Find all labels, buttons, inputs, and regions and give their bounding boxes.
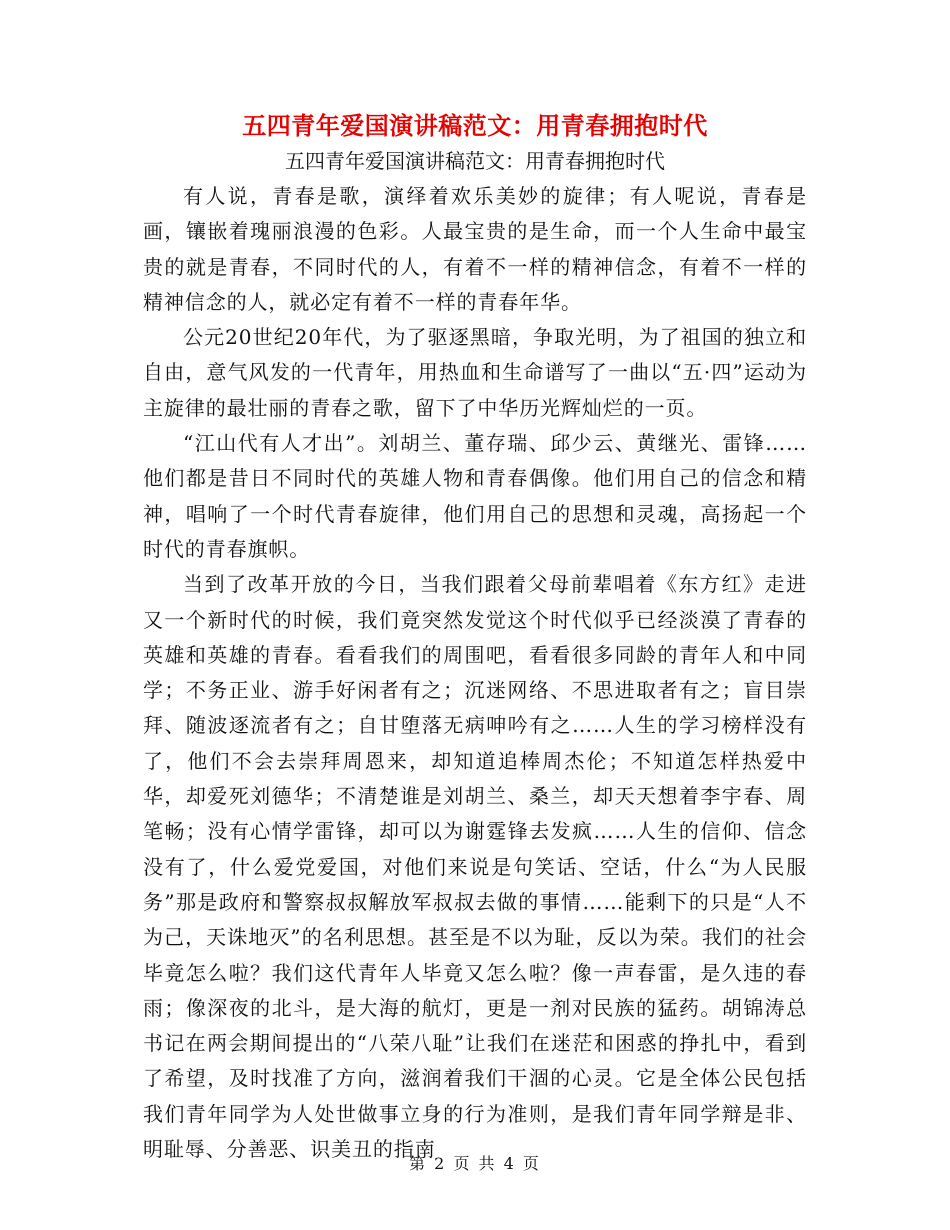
document-body <box>143 144 807 1167</box>
document-title: 五四青年爱国演讲稿范文：用青春拥抱时代 <box>242 112 708 140</box>
paragraph-3: “江山代有人才出”。刘胡兰、董存瑞、邱少云、黄继光、雷锋……他们都是昔日不同时代的英雄人物和青春偶像。他们用自己的信念和精神，唱响了一个时代青春旋律，他们用自己的思想和灵魂，高扬起一个时代的青春旗帜。 <box>143 431 807 561</box>
paragraph-4: 当到了改革开放的今日，当我们跟着父母前辈唱着《东方红》走进又一个新时代的时候，我们竟突然发觉这个时代似乎已经淡漠了青春的英雄和英雄的青春。看看我们的周围吧，看看很多同龄的青年人和中同学；不务正业、游手好闲者有之；沉迷网络、不思进取者有之；盲目崇拜、随波逐流者有之；自甘堕落无病呻吟有之……人生的学习榜样没有了，他们不会去崇拜周恩来，却知道追棒周杰伦；不知道怎样热爱中华，却爱死刘德华；不清楚谁是刘胡兰、桑兰，却天天想着李宇春、周笔畅；没有心情学雷锋，却可以为谢霆锋去发疯……人生的信仰、信念没有了，什么爱党爱国，对他们来说是句笑话、空话，什么“为人民服务”那是政府和警察叔叔解放军叔叔去做的事情……能剩下的只是“人不为己，天诛地灭”的名利思想。甚至是不以为耻，反以为荣。我们的社会毕竟怎么啦？我们这代青年人毕竟又怎么啦？像一声春雷，是久违的春雨；像深夜的北斗，是大海的航灯，更是一剂对民族的猛药。胡锦涛总书记在两会期间提出的“八荣八耻”让我们在迷茫和困惑的挣扎中，看到了希望，及时找准了方向，滋润着我们干涸的心灵。它是全体公民包括我们青年同学为人处世做事立身的行为准则，是我们青年同学辩是非、明耻辱、分善恶、识美丑的指南 <box>143 572 807 1162</box>
page-number-footer: 第 2 页 共 4 页 <box>409 1154 541 1173</box>
document-subtitle: 五四青年爱国演讲稿范文：用青春拥抱时代 <box>285 149 665 173</box>
paragraph-2: 公元20世纪20年代，为了驱逐黑暗，争取光明，为了祖国的独立和自由，意气风发的一代青年，用热血和生命谱写了一曲以“五·四”运动为主旋律的最壮丽的青春之歌，留下了中华历光辉灿烂的一页。 <box>143 325 807 420</box>
paragraph-1: 有人说，青春是歌，演绎着欢乐美妙的旋律；有人呢说，青春是画，镶嵌着瑰丽浪漫的色彩。人最宝贵的是生命，而一个人生命中最宝贵的就是青春，不同时代的人，有着不一样的精神信念，有着不一样的精神信念的人，就必定有着不一样的青春年华。 <box>143 184 807 314</box>
